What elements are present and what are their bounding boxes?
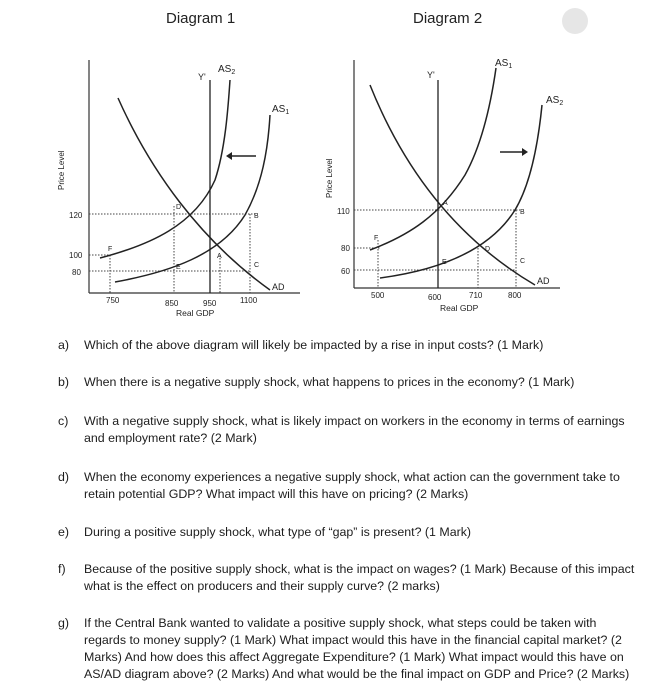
question-text: Which of the above diagram will likely be impacted by a rise in input costs? (1 Mark) bbox=[84, 338, 544, 352]
question-d bbox=[58, 469, 638, 503]
d2-x-tick: 800 bbox=[508, 291, 522, 300]
question-letter: a) bbox=[58, 338, 70, 352]
question-letter: f) bbox=[58, 562, 66, 576]
question-letter: b) bbox=[58, 375, 70, 389]
d2-label-ad: AD bbox=[537, 276, 550, 286]
d1-y-tick: 100 bbox=[69, 251, 83, 260]
d2-point-f: F bbox=[374, 235, 379, 242]
d1-x-tick: 950 bbox=[203, 299, 217, 308]
d2-y-tick: 60 bbox=[341, 267, 350, 276]
d2-point-e: E bbox=[442, 259, 447, 266]
question-a bbox=[58, 337, 638, 354]
d1-x-tick: 850 bbox=[165, 299, 179, 308]
d1-point-d: D bbox=[176, 204, 182, 211]
diagram-2-title: Diagram 2 bbox=[413, 10, 483, 27]
d1-y-tick: 80 bbox=[72, 268, 81, 277]
d2-y-tick: 110 bbox=[337, 207, 350, 216]
d2-label-as1: $AS_1$ bbox=[495, 58, 513, 70]
question-text: With a negative supply shock, what is likely impact on workers in the economy in terms of earnings and employment rate? (2 Mark) bbox=[84, 414, 625, 445]
d2-x-tick: 500 bbox=[371, 291, 385, 300]
d1-label-as1: $AS_1$ bbox=[272, 104, 290, 116]
d2-y-tick: 80 bbox=[341, 244, 350, 253]
d1-x-axis-label: Real GDP bbox=[176, 308, 215, 318]
question-c bbox=[58, 413, 638, 447]
d1-point-e: E bbox=[176, 264, 181, 271]
d1-x-tick: 1100 bbox=[240, 296, 258, 305]
d1-y-tick: 120 bbox=[69, 211, 83, 220]
d2-label-yp: Y' bbox=[427, 70, 435, 80]
d1-point-b: B bbox=[254, 213, 259, 220]
d1-point-f: F bbox=[108, 246, 113, 253]
question-text: When there is a negative supply shock, what happens to prices in the economy? (1 Mark) bbox=[84, 375, 575, 389]
d1-point-a: A bbox=[217, 253, 222, 260]
d1-x-tick: 750 bbox=[106, 296, 120, 305]
question-f bbox=[58, 561, 638, 595]
question-e bbox=[58, 524, 638, 541]
question-b bbox=[58, 374, 638, 391]
d1-point-c: C bbox=[254, 262, 260, 269]
d1-y-axis-label: Price Level bbox=[57, 150, 66, 190]
question-letter: g) bbox=[58, 616, 70, 630]
d1-label-as2: $AS_2$ bbox=[218, 64, 236, 76]
d2-point-a: A bbox=[443, 200, 448, 207]
d2-y-axis-label: Price Level bbox=[325, 158, 334, 198]
question-text: If the Central Bank wanted to validate a positive supply shock, what steps could be taken with regards to money supply? (1 Mark) What impact would this have in the financial capital market? (2 Marks) And how does this affect Aggregate Expenditure? (1 Mark) What impact would this have on AS/AD diagram above? (2 Marks) And what would be the final impact on GDP and Price? (2 Marks) bbox=[84, 616, 630, 681]
diagram-1-title: Diagram 1 bbox=[166, 10, 236, 27]
diagram-2 bbox=[0, 0, 671, 330]
d2-x-axis-label: Real GDP bbox=[440, 303, 479, 313]
d2-point-d: D bbox=[485, 246, 491, 253]
d2-label-as2: $AS_2$ bbox=[546, 95, 564, 107]
d2-point-b: B bbox=[520, 209, 525, 216]
d2-point-c: C bbox=[520, 258, 526, 265]
d2-x-tick: 600 bbox=[428, 293, 442, 302]
question-text: When the economy experiences a negative supply shock, what action can the government take to retain potential GDP? What impact will this have on pricing? (2 Marks) bbox=[84, 470, 620, 501]
d1-label-ad: AD bbox=[272, 282, 285, 292]
question-text: Because of the positive supply shock, what is the impact on wages? (1 Mark) Because of this impact what is the effect on producers and their supply curve? (2 marks) bbox=[84, 562, 635, 593]
d2-x-tick: 710 bbox=[469, 291, 483, 300]
question-g bbox=[58, 615, 638, 683]
question-letter: d) bbox=[58, 470, 70, 484]
question-letter: c) bbox=[58, 414, 69, 428]
d1-label-yp: Y' bbox=[198, 72, 206, 82]
question-letter: e) bbox=[58, 525, 70, 539]
question-text: During a positive supply shock, what type of “gap” is present? (1 Mark) bbox=[84, 525, 472, 539]
